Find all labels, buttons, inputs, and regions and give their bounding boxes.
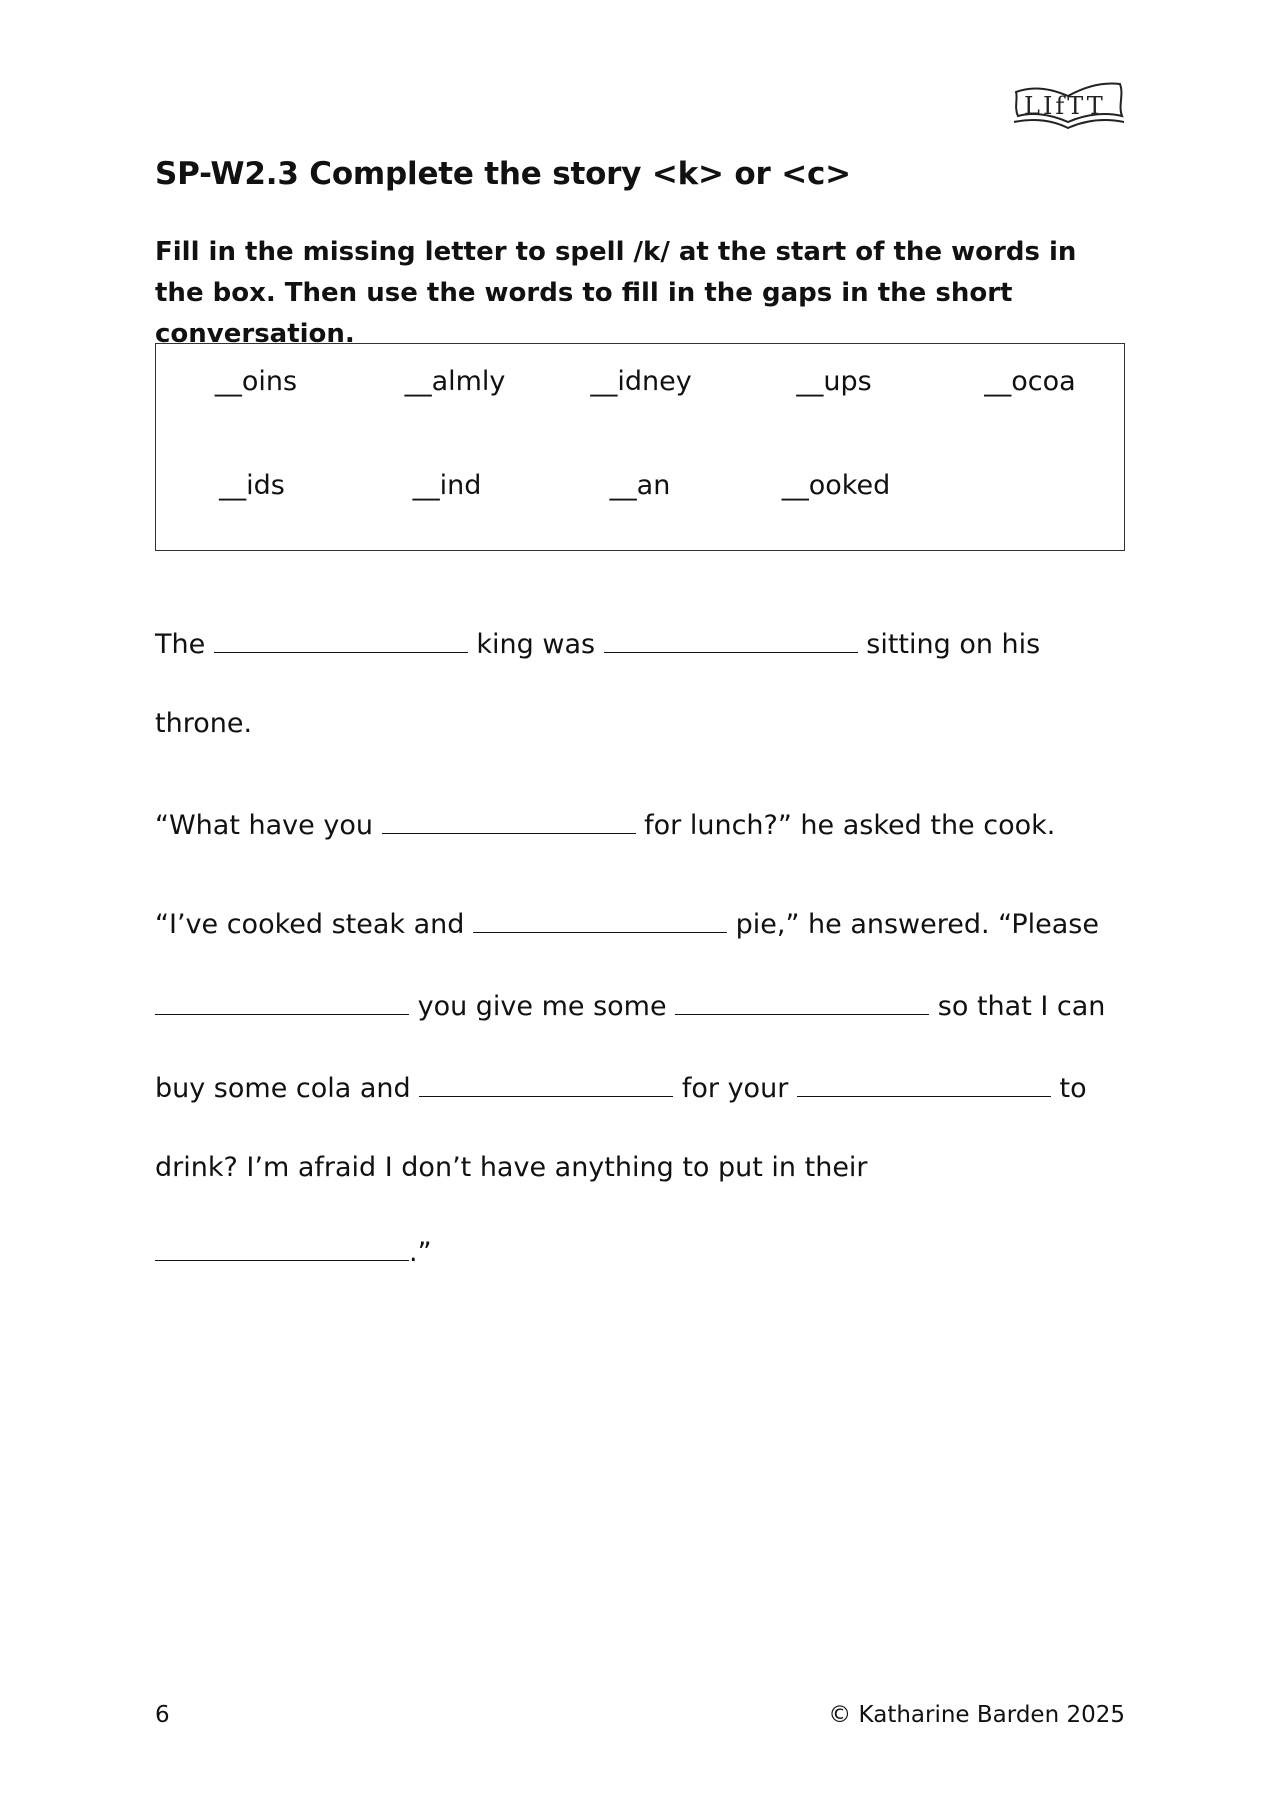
blank-6[interactable]: [675, 988, 929, 1015]
page-title: SP-W2.3 Complete the story <k> or <c>: [155, 156, 851, 192]
blank-8[interactable]: [797, 1070, 1051, 1097]
story-text: so that I can: [937, 991, 1106, 1022]
word-can: __an: [609, 470, 671, 501]
story-line-3: [155, 807, 1055, 841]
story-text: “What have you: [155, 810, 373, 841]
story-text: “I’ve cooked steak and: [155, 909, 465, 940]
blank-3[interactable]: [382, 807, 636, 834]
word-coins: __oins: [214, 366, 298, 397]
story-line-4: [155, 906, 1099, 940]
page-number: 6: [155, 1702, 170, 1728]
story-text: for lunch?” he asked the cook.: [644, 810, 1056, 841]
instructions-text: Fill in the missing letter to spell /k/ at the start of the words in the box. Then use the words to fill in the gaps in the short conversation.: [155, 237, 1077, 349]
story-text: for your: [681, 1073, 789, 1104]
word-calmly: __almly: [404, 366, 506, 397]
story-line-5: [155, 988, 1105, 1022]
word-kidney: __idney: [590, 366, 692, 397]
word-cocoa: __ocoa: [984, 366, 1076, 397]
story-text: king was: [476, 629, 596, 660]
story-line-2: throne.: [155, 708, 253, 739]
blank-4[interactable]: [473, 906, 727, 933]
word-cooked: __ooked: [781, 470, 891, 501]
story-line-8: [155, 1234, 432, 1268]
story-text: to: [1059, 1073, 1087, 1104]
story-line-6: [155, 1070, 1087, 1104]
word-kids: __ids: [219, 470, 285, 501]
word-kind: __ind: [412, 470, 482, 501]
blank-9[interactable]: [155, 1234, 409, 1261]
story-line-1: [155, 626, 1040, 660]
story-text: The: [155, 629, 206, 660]
story-line-7: drink? I’m afraid I don’t have anything to put in their: [155, 1152, 868, 1183]
blank-2[interactable]: [604, 626, 858, 653]
story-text: buy some cola and: [155, 1073, 411, 1104]
copyright-notice: © Katharine Barden 2025: [828, 1702, 1125, 1728]
lift-logo: [1010, 78, 1128, 140]
story-text: .”: [409, 1237, 432, 1268]
story-text: pie,” he answered. “Please: [735, 909, 1099, 940]
story-text: sitting on his: [866, 629, 1041, 660]
word-box: [155, 343, 1125, 551]
blank-1[interactable]: [214, 626, 468, 653]
blank-7[interactable]: [419, 1070, 673, 1097]
blank-5[interactable]: [155, 988, 409, 1015]
story-text: you give me some: [417, 991, 667, 1022]
logo-text: LIfTT: [1024, 92, 1106, 120]
word-cups: __ups: [796, 366, 872, 397]
